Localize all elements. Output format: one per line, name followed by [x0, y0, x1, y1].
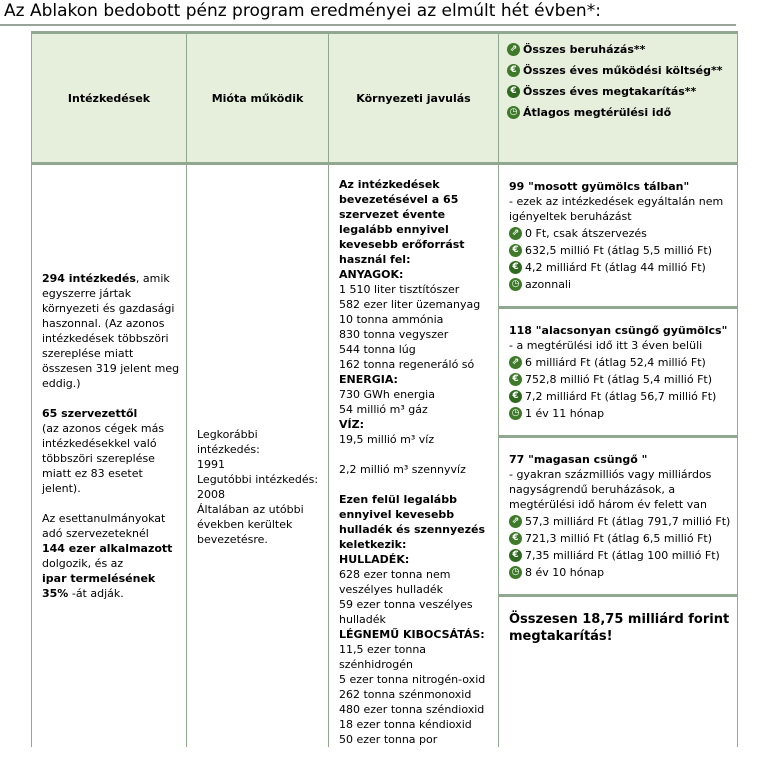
investment-icon	[509, 356, 522, 369]
investment-icon	[507, 43, 520, 56]
investment-icon	[509, 227, 522, 240]
since-cell: Legkorábbi intézkedés: 1991 Legutóbbi intézkedés: 2008 Általában az utóbbi években kerültek bevezetésre.	[187, 164, 329, 748]
header-environment: Környezeti javulás	[329, 33, 499, 164]
page-title: Az Ablakon bedobott pénz program eredményei az elmúlt hét évben*:	[4, 1, 601, 21]
savings-icon	[509, 390, 522, 403]
investment-icon	[509, 515, 522, 528]
clock-icon	[509, 278, 522, 291]
legend-item: € Összes éves megtakarítás**	[507, 84, 729, 99]
clock-icon	[509, 566, 522, 579]
result-block-2: 118 "alacsonyan csüngő gyümölcs" - a megtérülési idő itt 3 éven belüli ⇗ 6 milliárd Ft (átlag 52,4 millió Ft) € 752,8 millió Ft (átlag 5,4 millió Ft) € 7,2 milliárd Ft (átlag 56,7 millió Ft) ◷ 1 év 11 hónap	[499, 309, 737, 438]
results-table	[31, 31, 738, 747]
total-savings: Összesen 18,75 milliárd forint megtakarítás!	[509, 612, 730, 644]
savings-icon	[509, 549, 522, 562]
header-since: Mióta működik	[187, 33, 329, 164]
legend-item: ⇗ Összes beruházás**	[507, 42, 729, 57]
euro-icon	[509, 373, 522, 386]
header-measures: Intézkedések	[32, 33, 187, 164]
total-block	[499, 597, 737, 657]
euro-icon	[509, 244, 522, 257]
clock-icon	[509, 407, 522, 420]
result-block-3: 77 "magasan csüngő " - gyakran százmilliós vagy milliárdos nagyságrendű beruházások, a megtérülési idő három év felett van ⇗ 57,3 milliárd Ft (átlag 791,7 millió Ft) € 721,3 millió Ft (átlag 6,5 millió Ft) € 7,35 milliárd Ft (átlag 100 millió Ft) ◷ 8 év 10 hónap	[499, 438, 737, 597]
environment-cell: Az intézkedések bevezetésével a 65 szervezet évente legalább ennyivel kevesebb erőforrást használ fel: ANYAGOK: 1 510 liter tisztítószer 582 ezer liter üzemanyag 10 tonna ammónia 830 tonna vegyszer 544 tonna lúg 162 tonna regeneráló só ENERGIA: 730 GWh energia 54 millió m³ gáz VÍZ: 19,5 millió m³ víz 2,2 millió m³ szennyvíz Ezen felül legalább ennyivel kevesebb hulladék és szennyezés keletkezik: HULLADÉK: 628 ezer tonna nem veszélyes hulladék 59 ezer tonna veszélyes hulladék LÉGNEMŰ KIBOCSÁTÁS: 11,5 ezer tonna szénhidrogén 5 ezer tonna nitrogén-oxid 262 tonna szénmonoxid 480 ezer tonna széndioxid 18 ezer tonna kéndioxid 50 ezer tonna por	[329, 164, 499, 748]
results-cell	[499, 164, 738, 748]
result-block-1: 99 "mosott gyümölcs tálban" - ezek az intézkedések egyáltalán nem igényeltek beruházást ⇗ 0 Ft, csak átszervezés € 632,5 millió Ft (átlag 5,5 millió Ft) € 4,2 milliárd Ft (átlag 44 millió Ft) ◷ azonnali	[499, 165, 737, 309]
legend-item: € Összes éves működési költség**	[507, 63, 729, 78]
header-legend	[499, 33, 738, 164]
euro-icon	[509, 532, 522, 545]
savings-icon	[509, 261, 522, 274]
euro-icon	[507, 64, 520, 77]
legend-item: ◷ Átlagos megtérülési idő	[507, 105, 729, 120]
savings-icon	[507, 85, 520, 98]
clock-icon	[507, 106, 520, 119]
title-rule	[0, 24, 736, 26]
measures-cell: 294 intézkedés, amik egyszerre jártak környezeti és gazdasági haszonnal. (Az azonos intézkedések többszöri szereplése miatt összesen 319 jelent meg eddig.) 65 szervezettől (az azonos cégek más intézkedésekkel való többszöri szereplése miatt ez 83 esetet jelent). Az esettanulmányokat adó szervezeteknél 144 ezer alkalmazott dolgozik, és az ipar termelésének 35% -át adják.	[32, 164, 187, 748]
